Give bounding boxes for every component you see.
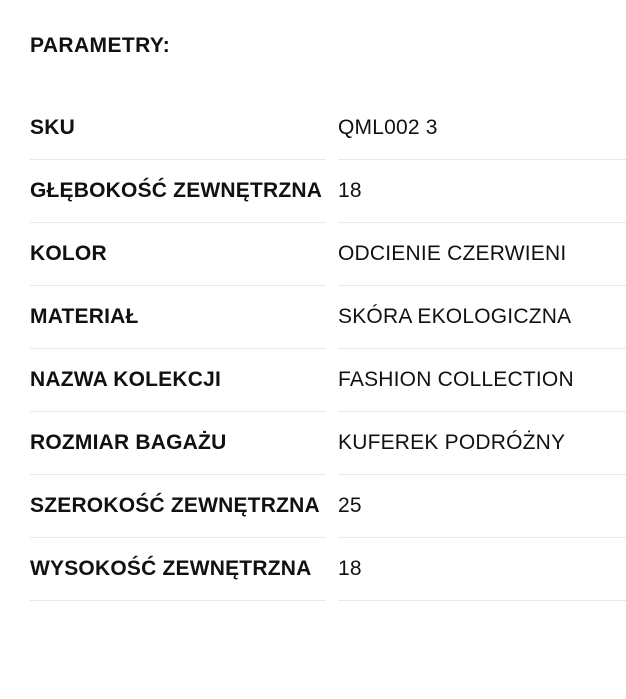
parameter-value: ODCIENIE CZERWIENI <box>338 223 626 286</box>
parameter-row-material <box>30 286 626 349</box>
parameter-row-depth <box>30 160 626 223</box>
parameter-value: 18 <box>338 160 626 223</box>
parameter-value: KUFEREK PODRÓŻNY <box>338 412 626 475</box>
parameter-name: ROZMIAR BAGAŻU <box>30 412 326 475</box>
parameter-name: NAZWA KOLEKCJI <box>30 349 326 412</box>
parameter-value: SKÓRA EKOLOGICZNA <box>338 286 626 349</box>
parameter-row-height <box>30 538 626 601</box>
parameter-row-luggage-size <box>30 412 626 475</box>
parameter-value: 18 <box>338 538 626 601</box>
parameter-name: MATERIAŁ <box>30 286 326 349</box>
section-title: PARAMETRY: <box>30 34 171 57</box>
parameter-name: SZEROKOŚĆ ZEWNĘTRZNA <box>30 475 326 538</box>
parameters-table <box>30 97 626 601</box>
parameter-value: QML002 3 <box>338 97 626 160</box>
parameter-row-sku <box>30 97 626 160</box>
parameter-value: FASHION COLLECTION <box>338 349 626 412</box>
parameter-name: KOLOR <box>30 223 326 286</box>
parameter-name: SKU <box>30 97 326 160</box>
parameter-name: WYSOKOŚĆ ZEWNĘTRZNA <box>30 538 326 601</box>
parameter-row-color <box>30 223 626 286</box>
parameter-row-collection <box>30 349 626 412</box>
parameter-value: 25 <box>338 475 626 538</box>
parameter-name: GŁĘBOKOŚĆ ZEWNĘTRZNA <box>30 160 326 223</box>
parameter-row-width <box>30 475 626 538</box>
